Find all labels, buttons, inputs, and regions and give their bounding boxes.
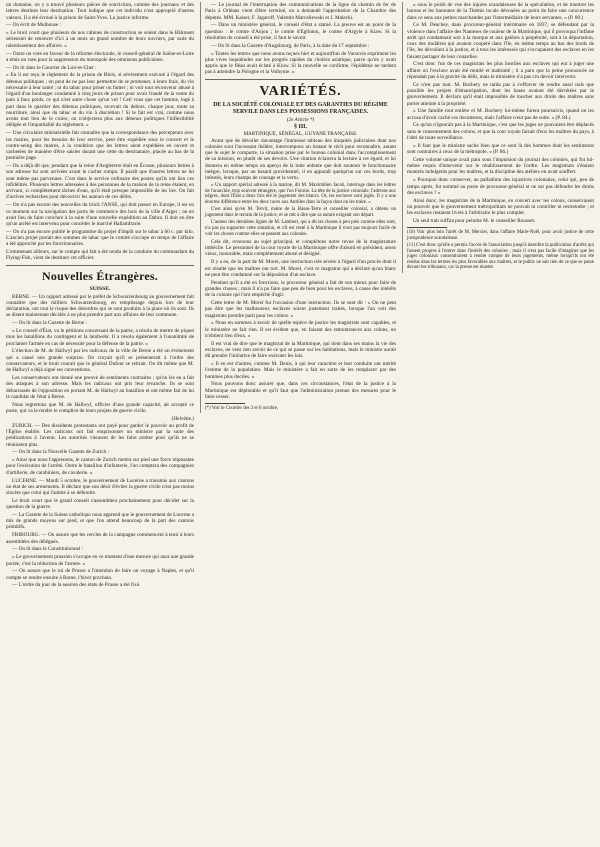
paragraph: Les conservateurs ont donné une preuve de sentiments contraires ; qu'on les en a fait des attaques à son adresse. Mais les radicaux ont pris leur revanche. Ils se sont débarrassés de l'opposition en portant M. de Hallwyl au bataillon et ont même fait de lui le candidat de l'état à Berne. bbox=[6, 375, 194, 400]
article-continuation bbox=[407, 2, 594, 224]
section-title: VARIÉTÉS. bbox=[259, 83, 342, 99]
paragraph: Il est vrai de dire que le magistrat de la Martinique, qui tient dans ses mains la vie des esclaves, ne veut rien savoir de ce qui se passe sur les habitations, mais le ministre aurait dû prendre l'initiative de faire exécuter les lois. bbox=[205, 340, 396, 360]
paragraph: — Outre un vote en faveur de la réforme électorale, le conseil-général de Saône-et-Loire a émis un vœu pour la suppression du monopole des omnisons publicaines. bbox=[6, 50, 194, 63]
paragraph: Ce n'est pas tout. M. Bochery ne tarda pas à s'efforcer de rendre aussi nuls que possible les projets d'émancipation, dont les bases avaient été décrétées par le gouvernement. Il déclara qu'il était impossible de toucher aux droits des maîtres sans porter atteinte à la propriété. bbox=[407, 81, 594, 107]
paragraph: — Dans un ministère général, le conseil d'état a statué. La preuve est au point de la question : le comte d'Anjou ; le comte d'Eglinton, le comte d'Argyle à Kiaw. Si la résolution du conseil a été prise, il faut le savoir. bbox=[205, 22, 396, 41]
paragraph: — On lit dans le Constitutionnel : bbox=[12, 546, 84, 553]
footnote: (*) Voir le Courrier des 3 et 6 octobre. bbox=[205, 406, 279, 412]
paragraph: Pendant qu'il a été en fonctions, le procureur général a fait de son mieux pour faire de grandes choses ; mais il n'a pu faire que peu de bien pour les esclaves, à cause des intérêts de la colonie qui l'ont empêché d'agir. bbox=[205, 279, 396, 299]
news-items-top bbox=[6, 2, 194, 262]
paragraph: Il y a eu, de la part de M. Morel, une instruction très sévère à l'égard d'un procès dont il est résulté que les maîtres ont tort. M. Morel, c'est ce magistrat qui a déclaré qu'un blanc ne peut être condamné sur la déposition d'un esclave. bbox=[205, 259, 396, 278]
paragraph: Cela dit, revenons au sujet principal, et complétons notre revue de la magistrature imbécile. Le personnel de la cour royale de la Martinique offre d'abord en président, assez vieux, honorable, mais complètement abusé et désigné. bbox=[205, 238, 396, 258]
paragraph: C'est donc l'un de ces magistrats les plus hostiles aux esclaves qui eut à juger une affaire où l'esclave avait été mutilé et maltraité ; il a paru que la peine prononcée ne répondait pas à la gravité du délit, mais le ministère n'a pas cru devoir intervenir. bbox=[407, 61, 594, 80]
paragraph: « Ainsi que nous l'apprenons, le canton de Zurich mettra sur pied une force imposante pour l'exécution de l'arrêté. Outre le bataillon d'infanterie, l'on comptera des compagnies d'artillerie, de carabiniers, de cavalerie. » bbox=[6, 457, 194, 476]
paragraph: « Le bruit court que plusieurs de nos cabines de construction se soient dans le Bâtiment sérieusiel de renoncer d'ici à un mois un grand nombre de leurs ouvriers, par suite du ralentissement des affaires. » bbox=[6, 30, 194, 49]
paragraph: Cette lettre de M. Morel fut l'occasion d'une instruction. Ils se sont dit : « On ne peut pas dire que les malheureux esclaves soient justement traités, lorsque l'on voit des magistrats prendre parti pour les colons. » bbox=[205, 300, 396, 319]
paragraph: « Nous en sommes à savoir de quelle espèce de justice les magistrats sont capables, et le ministère ne fait rien. Il est évident que, en faisant des remontrances aux colons, on n'obtient rien d'eux. » bbox=[205, 320, 396, 339]
paragraph: FRIBOURG. — On assure que les cercles de la campagne commencent à tenir à leurs assemblées des délégués. bbox=[6, 532, 194, 545]
paragraph: — On n'a pas encore publié le programme du projet d'impôt sur le tabac à 60 c. par kilo. L'ancien projet portait des sommes de tabac que le comité s'occupe en temps de l'affaire a été approché par les fonctionnaires. bbox=[6, 228, 194, 248]
divider bbox=[6, 265, 194, 266]
section-number: § III. bbox=[293, 123, 307, 130]
paragraph: — On écrit de Mulhouse : bbox=[6, 22, 61, 29]
article-body bbox=[205, 138, 396, 401]
paragraph: Un seul trait suffira pour peindre M. le conseiller Rousset. bbox=[413, 217, 536, 224]
paragraph: — L'ordre du jour de la session des états de Prusse a été fixé. bbox=[12, 582, 141, 589]
article-ref: (2e Article *) bbox=[286, 116, 315, 123]
paragraph: L'élection de M. de Hallwyl par les radicaux de la ville de Berne a été un événement qui a causé une grande surprise. On croyait qu'il se présenterait à l'ordre des conservateurs, et le bruit courait que le général Dufour se retirait. On dit même que M. de Hallwyl a déjà signé ses conventions. bbox=[6, 348, 194, 374]
paragraph: « Pourquoi donc conserver, au palladium des injustices coloniales, celui qui, peu de temps après, fut nommé au poste de procureur-général et ne sut pas défendre les droits des esclaves ? » bbox=[407, 177, 594, 196]
paragraph: — On assure que le roi de Prusse a l'intention de faire un voyage à Naples, et qu'il compte se rendre ensuite à Rome, l'hiver prochain. bbox=[6, 568, 194, 581]
paragraph: Ce qu'on n'ignorait pas à la Martinique, c'est que les juges ne pouvaient être déplacés sans le consentement des colons, et que la cour royale faisait d'eux les maîtres du pays, à l'abri de toute surveillance. bbox=[407, 122, 594, 141]
paragraph: « Un rapport spécial adressé à la marine, dit M. Maximilien Jacob, interroge dans les lettres de l'anarchie, trop souvent étrangère, que l'on Fourne. La tête de la justice coloniale, l'adresse aux nègres, dont l'État a deux fois été le jugement des blancs. Or, les esclaves sont jugés. Il y a une énorme différence entre les deux races aux Antilles dans la façon dont on les traite. » bbox=[205, 182, 396, 205]
paragraph: Nous regrettons que M. de Hallwyl, officier d'une grande capacité, ait accepté ce poste, qui va le rendre le complice de leurs projets de guerre civile. bbox=[6, 401, 194, 414]
paragraph: — On lit dans le Courrier de Loir-et-Cher : bbox=[6, 64, 97, 71]
paragraph: LUCERNE. — Mardi 5 octobre, le gouvernement de Lucerne a transmis aux cantons un état de ses armements. Il déclare que son désir d'éviter la guerre civile n'est pas moins sincère que celui qui l'anime à se défendre. bbox=[6, 477, 194, 497]
paragraph: Nous pouvons donc assurer que, dans ces circonstances, l'état de la justice à la Martinique est déplorable et qu'il faut que l'administration prenne des mesures pour le faire cesser. bbox=[205, 381, 396, 400]
section-title: Nouvelles Étrangères. bbox=[42, 268, 158, 283]
paragraph: Ce M. Deachey, dans procureur-général intérimaire en 1837, se défendant par la violence dans l'affaire des Nanteses de couleur de la Martinique, qui il provoqua l'infâme arrêt qui condamnait soit à la marque et aux galères à perpétuité, soit à la déportation, ceux des mulâtres qui avaient coopéré dans l'île, en même temps au bas des bords de l'île, les dévoilant à la justice, et à tous les intéressés qui s'occupaient des esclaves en les faisant partager de leur couardise. bbox=[407, 22, 594, 60]
paragraph: — On a déjà dit que, pendant que la reine d'Angleterre était en Écosse, plusieurs lettres à son adresse lui sont arrivées avant le cachet rompu. Il paraît que d'autres lettres ne lui sont même pas parvenues. C'est dans le service ordinaire des postes qu'ils ont lieu ces infidélités. Plusieurs lettres adressées à des personnes de la maison de la reine étaient, en arrivant, si complètement tâches d'eau, qu'il était presque impossible de les lire. On fait d'actives recherches pour découvrir les auteurs de ces délits. bbox=[6, 163, 194, 201]
paragraph: — La Gazette de la Suisse catholique nous apprend que le gouvernement de Lucerne a mis de grands moyens sur pied, et que l'on attend beaucoup de la part des cantons primitifs. bbox=[6, 511, 194, 531]
paragraph: « Il en est d'autres, comme M. Denis, à qui leur caractère et leur conduite ont mérité l'estime de la population. Mais le ministère a fait en sorte de les remplacer par des hommes plus dociles. » bbox=[205, 361, 396, 380]
footnote-divider bbox=[407, 227, 447, 228]
paragraph: L'emmenant ailleurs, sur le compte qui fait a été rendu de la conduite du commandant du Flying-Fish, vient de destituer cet officier. bbox=[6, 249, 194, 262]
news-items-switzerland bbox=[6, 294, 194, 414]
footnote: (10) Voir plus loin l'arrêt de M. Mercier, dans l'affaire Marie-Noël, pour avoir justice de cette jurisprudence scandaleuse. bbox=[407, 230, 594, 241]
footnote-divider bbox=[205, 403, 245, 404]
paragraph: L'auteur des dernières lignes de M. Lambert, qui a dit les choses à peu près comme elles sont, n'a pas pu supporter cette situation, et s'il est resté à la Martinique il n'est pas toujours facile de voir les choses comme elles se passent aux colonies. bbox=[205, 220, 396, 237]
paragraph: — On lit dans la Nouvelle Gazette de Zurich : bbox=[12, 449, 109, 456]
paragraph: « Le conseil d'État, vu le pétitions concernant de la patrie, a résolu de mettre de piquet tous les bataillons du contingent et la landwehr. Il a résolu également à l'unanimité de proclamer l'armée en cas de nécessité pour la défense de la patrie. » bbox=[6, 328, 194, 347]
news-items-top bbox=[205, 2, 396, 76]
paragraph: — Le journal de l'interruption des communications de la ligne du chemin de fer de Paris à Orléans vient d'être terminé, on a demandé l'approbation de la Chambre des députés. MM. Kaiser, F. Jagaroff, Valentin Marceliewski et J. Malecki. bbox=[205, 2, 396, 21]
paragraph: Avant que de dévoiler davantage l'immense tableau des iniquités judiciaires dont nos colonies sont l'incessant théâtre, interrompons un instant le récit pour reconnaître, autant que le sujet le comporte, la situation prise par le bureau colonial dans l'accomplissement de sa mission, en plutôt de ses devoirs. Une citation éclairera la lecture à cet égard, et lui donnera en même temps un aperçu de la lutte ardente que doit soutenir le fonctionnaire intègre, lorsque, par un hasard providentiel, il en apparaît quelqu'un sur ces bords, trop infestés, leurs champs de courage et la vertu. bbox=[205, 137, 396, 182]
paragraph: « Il faut que le ministre sache bien que ce sont là des hommes dont les sentiments sont contraires à ceux de la métropole. » (P. 86.) bbox=[407, 142, 594, 156]
paragraph: Cette volonté unique avait paru sous l'impulsion du journal des colonies, qui fut lui-même requis d'intervenir sur le rétablissement de l'ordre. Les magistrats s'étaient montrés indulgents pour les maîtres, et la discipline des ateliers en avait souffert. bbox=[407, 156, 594, 176]
paragraph: « Le gouvernement prussien s'occupe en ce moment d'une mesure qui aura une grande portée, c'est la réduction de l'armée. » bbox=[6, 554, 194, 567]
column-right bbox=[402, 2, 594, 273]
divider bbox=[205, 79, 396, 80]
paragraph: « Une famille tout entière et M. Bochery lui-même furent poursuivis, quand on les accusa d'avoir caché ces documents, mais l'affaire n'eut pas de suite. » (P. 84.) bbox=[407, 108, 594, 121]
paragraph: Ainsi donc, les magistrats de la Martinique, en concert avec les colons, conservaient un pouvoir que le gouvernement métropolitain ne pouvait ni contrôler ni restreindre ; et les esclaves restaient livrés à l'arbitraire le plus complet. bbox=[407, 197, 594, 217]
paragraph: — On lit dans la Gazette d'Augsbourg, de Paris, à la date du 17 septembre : bbox=[211, 42, 370, 49]
footnote: (11) C'est donc qu'elle a permis l'accès de l'association jusqu'à interdire la publication d'arrêts qui fussent propres à l'entrer dans l'intérêt des colonies ; mais il n'est pas facile d'imaginer que les juges coloniaux consentiraient à rendre compte de leurs jugements, même lorsqu'ils ont été rendus dans les termes les plus favorables aux maîtres, et le public ne sait rien de ce que se passe devant les tribunaux, car la presse est muette. bbox=[407, 242, 594, 271]
source-credit: (Helvétie.) bbox=[171, 415, 194, 422]
region-heading: MARTINIQUE, SÉNÉGAL, GUYANE FRANÇAISE. bbox=[243, 130, 358, 137]
column-middle bbox=[200, 2, 396, 413]
paragraph: — Une circulaire ministérielle fait connaître que la correspondance des percepteurs avec les maires, pour les besoins de leur service, peut être expédiée sous le couvert et le contre-seing des maires, à la condition que les lettres aient expédiées en ouvert et cachetées de manière d'être saisies durant une cette du destinataire, placée au bas de la première page. bbox=[6, 130, 194, 162]
paragraph: — On lit dans la Gazette de Berne : bbox=[12, 320, 87, 327]
article-title: DE LA SOCIÉTÉ COLONIALE ET DES GARANTIES DU RÉGIME SERVILE DANS LES POSSESSIONS FRANÇAISES. bbox=[213, 101, 388, 115]
paragraph: ZURICH. — Des dissidents protestants ont payé pour garder le pouvoir au profit de l'Église établie. Les radicaux ont fait emprisonner un ministre par la suite des prédications à l'avenir. Les autorités viennent de les faire arrêter pour qu'ils ne se réunissent plus. bbox=[6, 422, 194, 448]
paragraph: — On n'a pas encore des nouvelles du brick l'ANSE, qui doit passer en Europe, il est en ce moment sur la navigation des ports de commerce des bois de la ville d'Alger ; on en avait lieu de faire conclure à la suite d'une nouvelle expédition au Dahra. Il doit en être qu'un arrêté est intervenu pour concéder le marché Hallamfrarie. bbox=[6, 202, 194, 227]
column-left bbox=[6, 2, 194, 590]
paragraph: « sous le poids de vue des injures scandaleuses de la spéculation, et de montrer les barons et les baronnes de la Thémis locale dévouées au point de faire une concurrence dans ce sens aux petites marchandes par l'intermédiaire de leurs servantes. » (P. 80.) bbox=[407, 2, 594, 21]
country-heading: SUISSE. bbox=[89, 285, 111, 292]
news-items-bottom bbox=[6, 423, 194, 589]
paragraph: « En il est reçu le règlement de la prison de Blois, si sévèrement exécuté à l'égard des détenus politiques ; on peut de ne pas leur permettre de se promener, à leurs frais, du vin nécessaire à leur santé ; ni du tabac pour priser ou fumer ; ni voir tout réconvenir abusé à l'égard d'un boulanger condamné à cinq jours de prison pour avoir fraudé de la vente du pain à faux poids, ce qui n'est autre chose qu'un vol ! Ceil vous que cet homme, logé à part dans le quartier des détenus politiques, recevait du dehors, chaque jour, toute sa nourriture, ainsi que du tabac et du vin à discrétion ! Si le fait est vrai, comme nous avons tout lieu de le croire, on n'objectera plus aux détenus politiques l'inflexibilité obligée et l'impartialité du règlement. » bbox=[6, 72, 194, 129]
paragraph: BERNE. — Un rapport adressé par le préfet de Schwarzenbourg au gouvernement fait connaître que des milliers Schwarzenbourg, en remplissage depuis lors de leur déclaration, ont tout le risque des désordres qui se sont produits à la place où ils sont. Ils se disent maintenant décidés à ne plus prendre part aux affaires de leur commune. bbox=[6, 293, 194, 319]
paragraph: C'est ainsi qu'en M. Tervit, maire de la Basse-Terre et conseiller colonial, a obtenu un jugement dans le terrain de la justice, et se mit à dire que sa nature exigeait son départ. bbox=[205, 207, 396, 218]
paragraph: « Toutes les lettres que nous avons reçues hier et aujourd'hui de Varsovie expriment les plus vives inquiétudes sur les progrès rapides du choléra asiatique, parce qu'on y avait appris que le fléau avait éclaté à Kiow. Si la nouvelle se confirme, l'épidémie ne tardera pas à atteindre la Pologne et la Volhynie. » bbox=[205, 50, 396, 76]
paragraph: Le bruit court que le grand conseil s'assemblera prochainement pour décider sur la question de la guerre. bbox=[6, 497, 194, 511]
paragraph: un domaine, on y a trouvé plusieurs pièces de conviction, comme des journaux et des lettres destinés leur destination. Tout indique que cet individu n'est approprié d'autres valeurs. Il a été écroué à la prison de Saint-Yves. La justice informe. bbox=[6, 2, 194, 21]
